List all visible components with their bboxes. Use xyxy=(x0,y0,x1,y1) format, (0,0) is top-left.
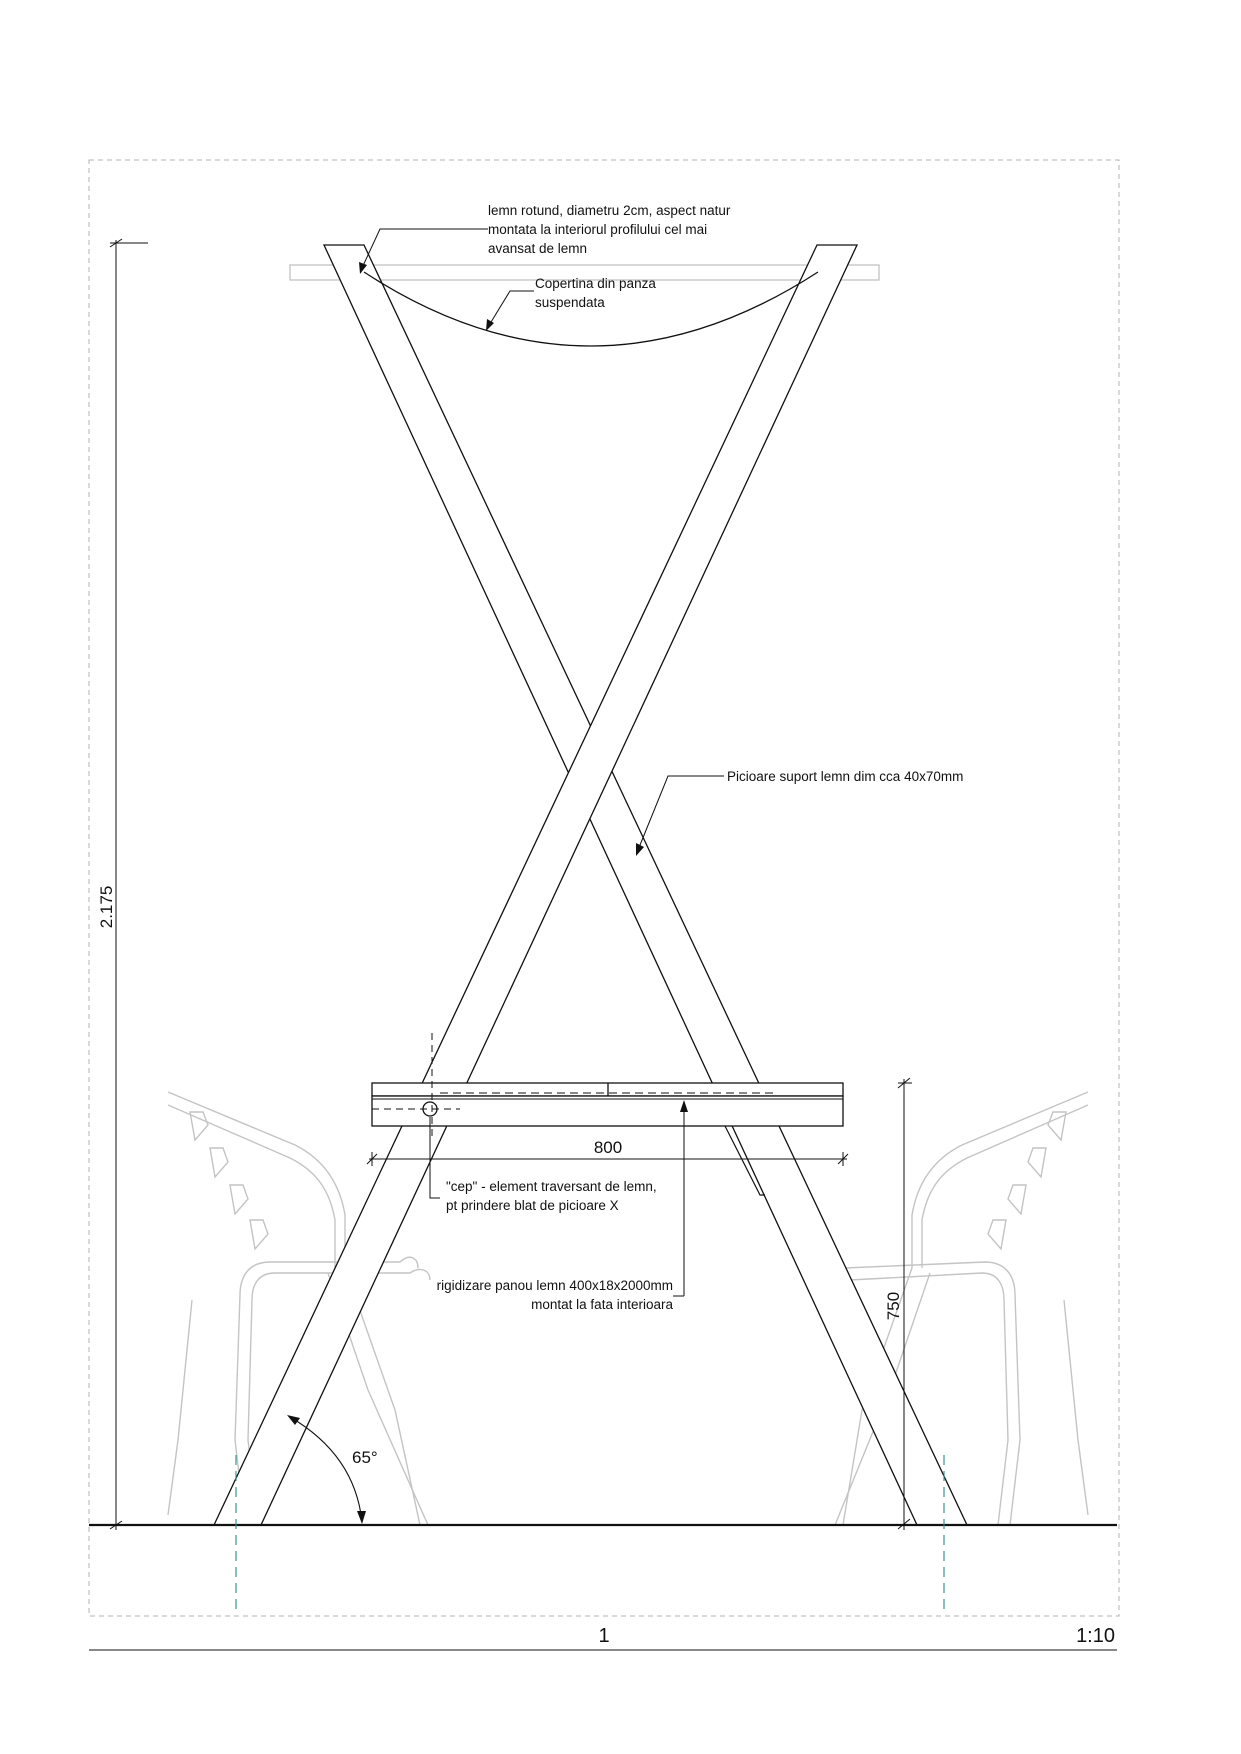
note-panel-1: rigidizare panou lemn 400x18x2000mm xyxy=(436,1278,673,1293)
note-peg-2: pt prindere blat de picioare X xyxy=(446,1198,619,1213)
note-canopy-1: Copertina din panza xyxy=(535,276,656,291)
note-rod-3: avansat de lemn xyxy=(488,241,588,256)
dim-table-height-label: 750 xyxy=(884,1291,903,1321)
note-rod-2: montata la interiorul profilului cel mai xyxy=(488,222,708,237)
stiffening-panel xyxy=(372,1096,843,1126)
note-rod-1: lemn rotund, diametru 2cm, aspect natur xyxy=(488,203,731,218)
drawing-scale: 1:10 xyxy=(1076,1625,1115,1647)
note-canopy-2: suspendata xyxy=(535,295,605,310)
dim-total-height xyxy=(110,239,148,1530)
leader-canopy xyxy=(488,291,534,327)
leader-legs xyxy=(638,776,724,850)
leader-rod xyxy=(362,229,488,268)
viewport-frame xyxy=(89,160,1119,1616)
drawing-number: 1 xyxy=(598,1625,610,1647)
angle-arrow-bottom xyxy=(357,1511,366,1524)
leader-canopy-arrow xyxy=(486,319,494,331)
note-legs: Picioare suport lemn dim cca 40x70mm xyxy=(727,769,964,784)
angle-label: 65° xyxy=(352,1448,378,1467)
dim-table-width-label: 800 xyxy=(593,1138,623,1157)
note-panel-2: montat la fata interioara xyxy=(531,1297,673,1312)
leg-right-to-left xyxy=(214,245,857,1525)
dim-total-height-label: 2.175 xyxy=(97,885,116,929)
leg-left-to-right xyxy=(324,245,967,1525)
leader-panel xyxy=(673,1104,684,1296)
note-peg-1: "cep" - element traversant de lemn, xyxy=(446,1179,657,1194)
